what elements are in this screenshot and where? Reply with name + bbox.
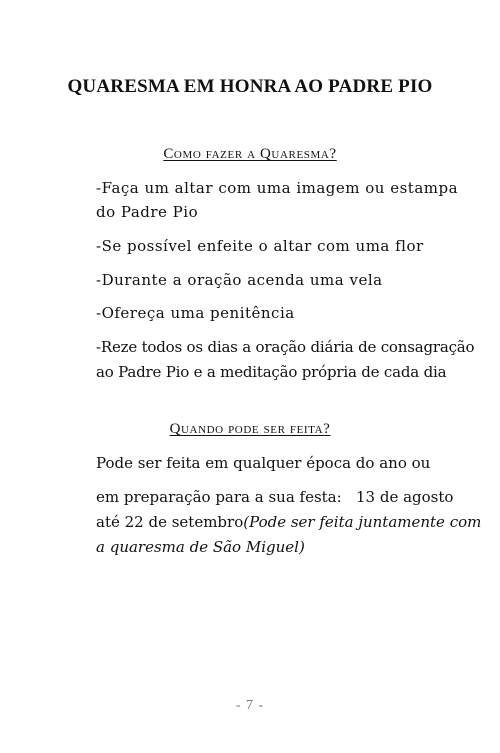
instruction-line: ao Padre Pio e a meditação própria de cada dia [96,363,447,381]
italic-note: a quaresma de São Miguel) [96,538,305,556]
section-heading-when: Quando pode ser feita? [169,421,331,437]
instruction-line: -Se possível enfeite o altar com uma flor [96,237,424,255]
italic-note: (Pode ser feita juntamente com [243,513,482,531]
instruction-line: -Faça um altar com uma imagem ou estampa [96,179,459,197]
date-range-text: até 22 de setembro [96,513,244,531]
when-line: Pode ser feita em qualquer época do ano ou [96,454,431,472]
instruction-line: -Reze todos os dias a oração diária de consagração [96,338,475,356]
instruction-line: -Durante a oração acenda uma vela [96,271,383,289]
page-number: - 7 - [235,698,265,713]
page-title: QUARESMA EM HONRA AO PADRE PIO [67,76,433,97]
instruction-line: -Ofereça uma penitência [96,304,295,322]
instruction-line: do Padre Pio [96,203,199,221]
when-line [96,510,482,534]
when-line: em preparação para a sua festa: 13 de agosto [96,488,454,506]
section-heading-how: Como fazer a Quaresma? [163,146,337,162]
